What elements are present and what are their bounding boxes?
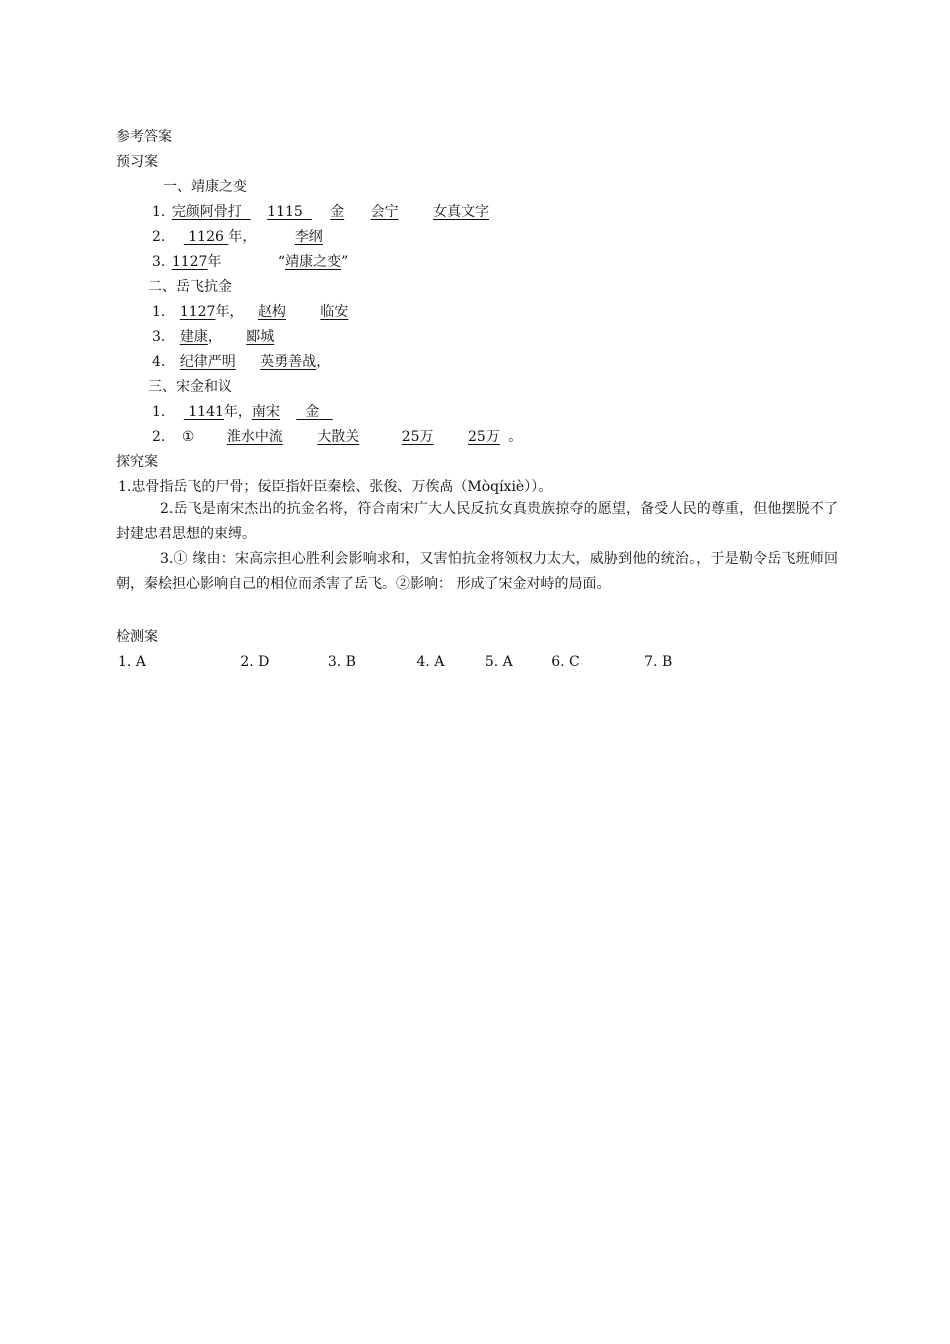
item-number: 1. <box>152 304 166 320</box>
page-title: 参考答案 <box>116 129 172 145</box>
s2-line-2 <box>152 327 274 347</box>
answer-item: 3. B <box>327 654 356 670</box>
s3-line-1 <box>152 402 333 422</box>
answer-blank: 英勇善战 <box>260 354 317 370</box>
answer-blank: 建康 <box>179 329 208 345</box>
separator: ， <box>207 329 222 345</box>
answer-blank: 1127 <box>179 304 216 320</box>
year-suffix: 年， <box>228 229 257 245</box>
preview-heading: 预习案 <box>116 154 158 170</box>
answer-blank: 李纲 <box>294 229 323 245</box>
answer-blank: 1141 <box>188 404 224 420</box>
section-3-title: 三、宋金和议 <box>148 379 232 395</box>
answer-blank: 纪律严明 <box>179 354 236 370</box>
s2-line-3 <box>152 352 330 372</box>
explore-answer-2: 2.岳飞是南宋杰出的抗金名将，符合南宋广大人民反抗女真贵族掠夺的愿望，备受人民的尊重，但他摆脱不了封建忠君思想的束缚。 <box>116 501 838 542</box>
answer-blank: 大散关 <box>317 429 360 445</box>
answer-blank: 金 <box>330 204 345 220</box>
quote-close: ” <box>341 254 349 270</box>
answer-item: 4. A <box>416 654 445 670</box>
answer-blank: 会宁 <box>370 204 399 220</box>
item-number: 1. <box>152 204 166 220</box>
answer-blank: 1127 <box>171 254 208 270</box>
explore-answer-3: 3.① 缘由：宋高宗担心胜利会影响求和，又害怕抗金将领权力太大，威胁到他的统治。，于是勒令岳飞班师回朝，秦桧担心影响自己的相位而杀害了岳飞。②影响： 形成了宋金对峙的局面。 <box>116 551 838 592</box>
circled-number: ① <box>181 429 195 445</box>
answer-blank: 靖康之变 <box>285 254 342 270</box>
item-number: 1. <box>152 404 166 420</box>
item-number: 3. <box>152 329 166 345</box>
answer-blank: 完颜阿骨打 <box>171 204 242 220</box>
year-suffix: 年， <box>223 404 252 420</box>
answer-item: 2. D <box>240 654 270 670</box>
s1-line-1 <box>152 202 489 222</box>
explore-answer-1: 1.忠骨指岳飞的尸骨；佞臣指奸臣秦桧、张俊、万俟卨（Mòqíxiè））。 <box>118 479 553 495</box>
test-heading: 检测案 <box>116 629 158 645</box>
s3-line-2 <box>152 427 522 447</box>
answer-item: 5. A <box>484 654 513 670</box>
answer-blank: 女真文字 <box>433 204 490 220</box>
s2-line-1 <box>152 302 348 322</box>
s1-line-3 <box>152 252 348 272</box>
answer-blank: 25万 <box>401 429 434 445</box>
answer-blank: 1126 <box>188 229 224 245</box>
item-number: 2. <box>152 229 166 245</box>
item-number: 2. <box>152 429 166 445</box>
separator: ， <box>316 354 331 370</box>
item-number: 4. <box>152 354 166 370</box>
answer-blank: 1115 <box>267 204 303 220</box>
answer-blank: 淮水中流 <box>226 429 283 445</box>
quote-open: “ <box>277 254 286 270</box>
section-2-title: 二、岳飞抗金 <box>148 279 232 295</box>
period: 。 <box>508 429 523 445</box>
explore-heading: 探究案 <box>116 454 158 470</box>
answer-blank: 郾城 <box>246 329 275 345</box>
year-suffix: 年 <box>207 254 222 270</box>
s1-line-2 <box>152 227 323 247</box>
answer-blank: 25万 <box>468 429 500 445</box>
section-1-title: 一、靖康之变 <box>163 179 247 195</box>
answer-item: 7. B <box>644 654 673 670</box>
answer-blank: 南宋 <box>251 404 280 420</box>
answer-blank: 赵构 <box>257 304 286 320</box>
item-number: 3. <box>152 254 166 270</box>
answer-item: 6. C <box>551 654 580 670</box>
answer-list <box>118 652 672 672</box>
answer-item: 1. A <box>118 654 146 670</box>
answer-blank: 临安 <box>320 304 349 320</box>
answer-blank: 金 <box>305 404 320 420</box>
year-suffix: 年， <box>215 304 244 320</box>
